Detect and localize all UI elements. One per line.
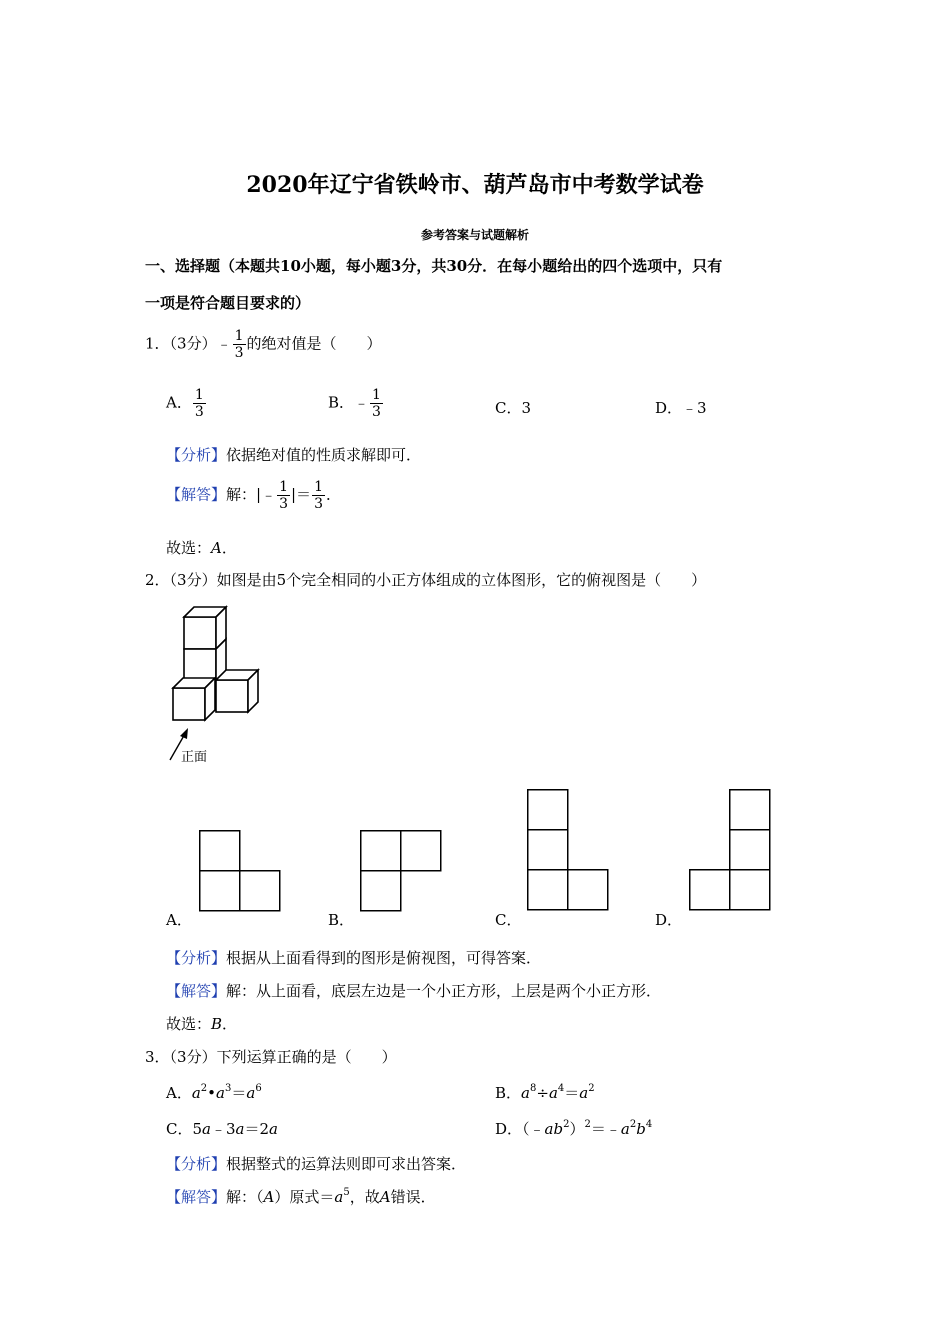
page-title: 2020年辽宁省铁岭市、葫芦岛市中考数学试卷 <box>246 172 704 198</box>
q3-stem: 3．（3分）下列运算正确的是（ ） <box>145 1048 397 1066</box>
q2-answer: 【解答】解：从上面看，底层左边是一个小正方形，上层是两个小正方形． <box>166 982 662 1000</box>
q2-option-b-label: B． <box>328 911 355 929</box>
q2-option-a-figure <box>199 830 281 912</box>
q3-option-b: B．$a^8\div a^4=a^2$ <box>495 1083 595 1102</box>
q1-choice: 故选：A． <box>166 539 237 557</box>
q1-option-c: C．3 <box>495 399 532 417</box>
answer-tag: 【解答】 <box>166 485 227 504</box>
q1-option-d: D．﹣3 <box>655 399 707 417</box>
q2-cube-figure <box>160 600 270 770</box>
q3-analysis: 【分析】根据整式的运算法则即可求出答案． <box>166 1155 467 1173</box>
q1-answer: 【解答】解：|﹣ $\frac{1}{3}$ |＝ $\frac{1}{3}$ ． <box>166 479 341 512</box>
q2-option-a-label: A． <box>166 911 192 929</box>
analysis-tag: 【分析】 <box>166 446 227 464</box>
answer-tag: 【解答】 <box>166 982 227 1000</box>
q2-option-d-label: D． <box>655 911 683 929</box>
q1-analysis: 【分析】依据绝对值的性质求解即可． <box>166 446 422 464</box>
q2-option-b-figure <box>360 830 442 912</box>
q1-fraction: $\frac{1}{3}$ <box>234 328 244 361</box>
analysis-tag: 【分析】 <box>166 949 227 967</box>
section-heading-line1: 一、选择题（本题共10小题，每小题3分，共30分．在每小题给出的四个选项中，只有 <box>145 257 723 275</box>
q2-option-c-figure <box>527 789 609 912</box>
q1-option-a: A． $\frac{1}{3}$ <box>166 387 204 420</box>
q2-option-c-label: C． <box>495 911 522 929</box>
q2-option-d-figure <box>689 789 771 912</box>
q2-figure-label: 正面 <box>181 750 208 765</box>
analysis-tag: 【分析】 <box>166 1155 227 1173</box>
q3-option-d: D．$(﹣ab^2)^2=﹣a^2b^4$ <box>495 1119 653 1138</box>
q1-option-b: B．﹣ $\frac{1}{3}$ <box>328 387 381 420</box>
q2-analysis: 【分析】根据从上面看得到的图形是俯视图，可得答案． <box>166 949 542 967</box>
page-subtitle: 参考答案与试题解析 <box>420 228 529 242</box>
q2-stem: 2．（3分）如图是由5个完全相同的小正方体组成的立体图形，它的俯视图是（ ） <box>145 571 707 589</box>
answer-tag: 【解答】 <box>166 1188 227 1206</box>
section-heading-line2: 一项是符合题目要求的） <box>145 294 311 312</box>
q2-choice: 故选：B． <box>166 1015 238 1033</box>
q3-option-c: C．5a﹣3a＝2a <box>166 1120 278 1138</box>
q3-option-a: A．$a^2•a^3=a^6$ <box>166 1083 262 1102</box>
q1-stem: 1．（3分）﹣ $\frac{1}{3}$ 的绝对值是（ ） <box>145 328 382 361</box>
q3-answer: 【解答】解：（A）原式$=a^5$，故A错误． <box>166 1187 436 1206</box>
